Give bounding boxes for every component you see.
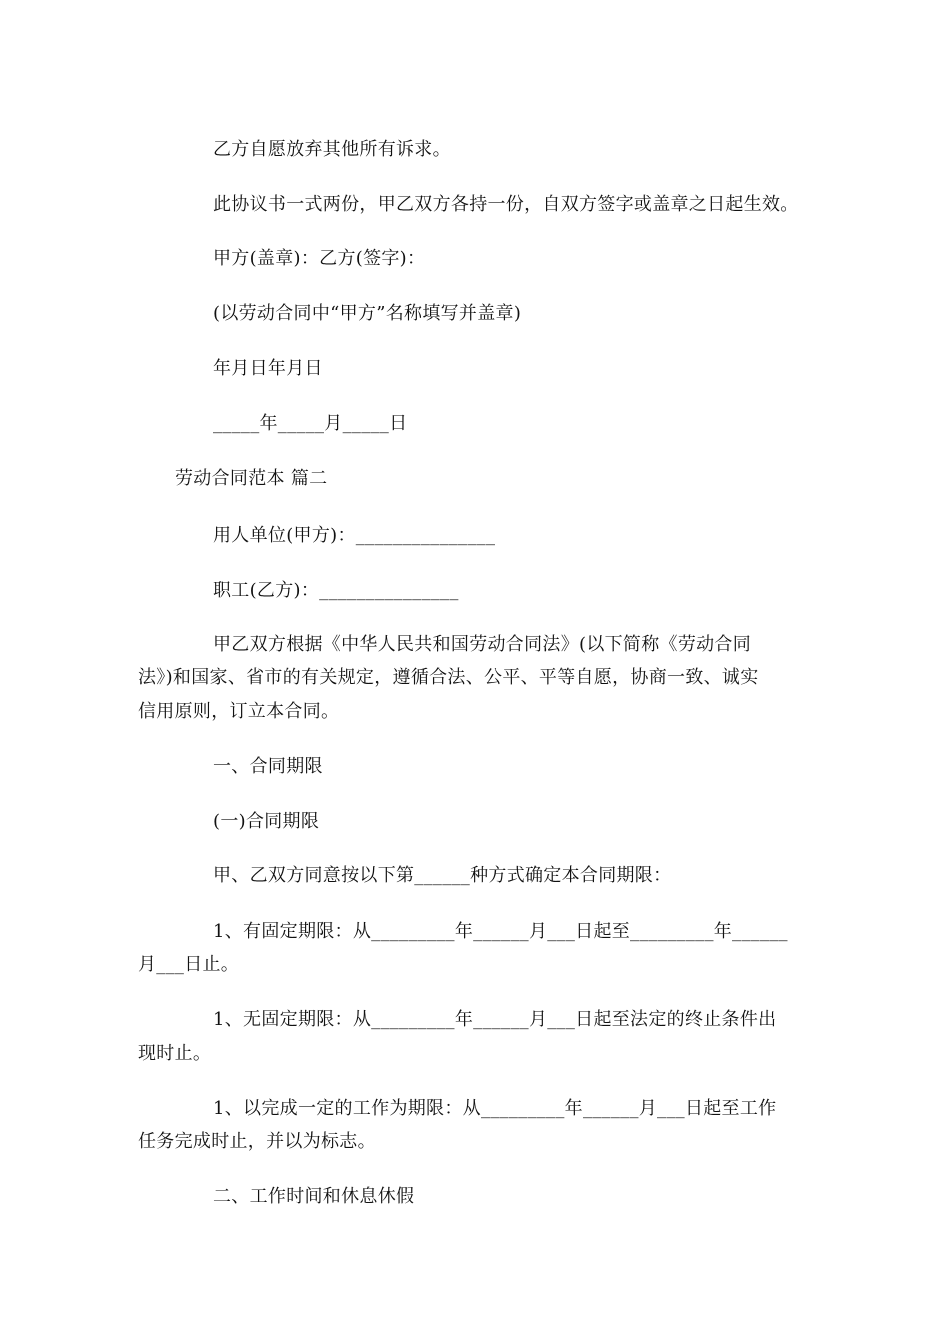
text-line: 甲乙双方根据《中华人民共和国劳动合同法》(以下简称《劳动合同 (213, 634, 752, 655)
text-line: 任务完成时止，并以为标志。 (138, 1131, 376, 1152)
text-line: 此协议书一式两份，甲乙双方各持一份，自双方签字或盖章之日起生效。 (213, 194, 799, 215)
text-line: 法》)和国家、省市的有关规定，遵循合法、公平、平等自愿，协商一致、诚实 (138, 667, 759, 688)
date-line: _____年_____月_____日 (213, 413, 408, 434)
employee-field: 职工(乙方)：_______________ (213, 580, 459, 601)
text-line: 1、无固定期限：从_________年______月___日起至法定的终止条件出 (213, 1009, 777, 1030)
clause-heading: 一、合同期限 (213, 756, 323, 777)
text-line: 甲方(盖章)：乙方(签字)： (213, 248, 426, 269)
text-line: 年月日年月日 (213, 358, 323, 379)
clause-subheading: (一)合同期限 (213, 811, 320, 832)
text-line: 乙方自愿放弃其他所有诉求。 (213, 139, 451, 160)
text-line: (以劳动合同中“甲方”名称填写并盖章) (213, 303, 522, 324)
clause-heading: 二、工作时间和休息休假 (213, 1186, 415, 1207)
text-line: 1、有固定期限：从_________年______月___日起至_________年______ (213, 921, 788, 942)
text-line: 信用原则，订立本合同。 (138, 701, 340, 722)
text-line: 1、以完成一定的工作为期限：从_________年______月___日起至工作 (213, 1098, 777, 1119)
text-line: 现时止。 (138, 1043, 212, 1064)
text-line: 月___日止。 (138, 954, 240, 975)
text-line: 甲、乙双方同意按以下第______种方式确定本合同期限： (213, 865, 672, 886)
employer-field: 用人单位(甲方)：_______________ (213, 525, 496, 546)
section-heading: 劳动合同范本 篇二 (175, 468, 328, 489)
